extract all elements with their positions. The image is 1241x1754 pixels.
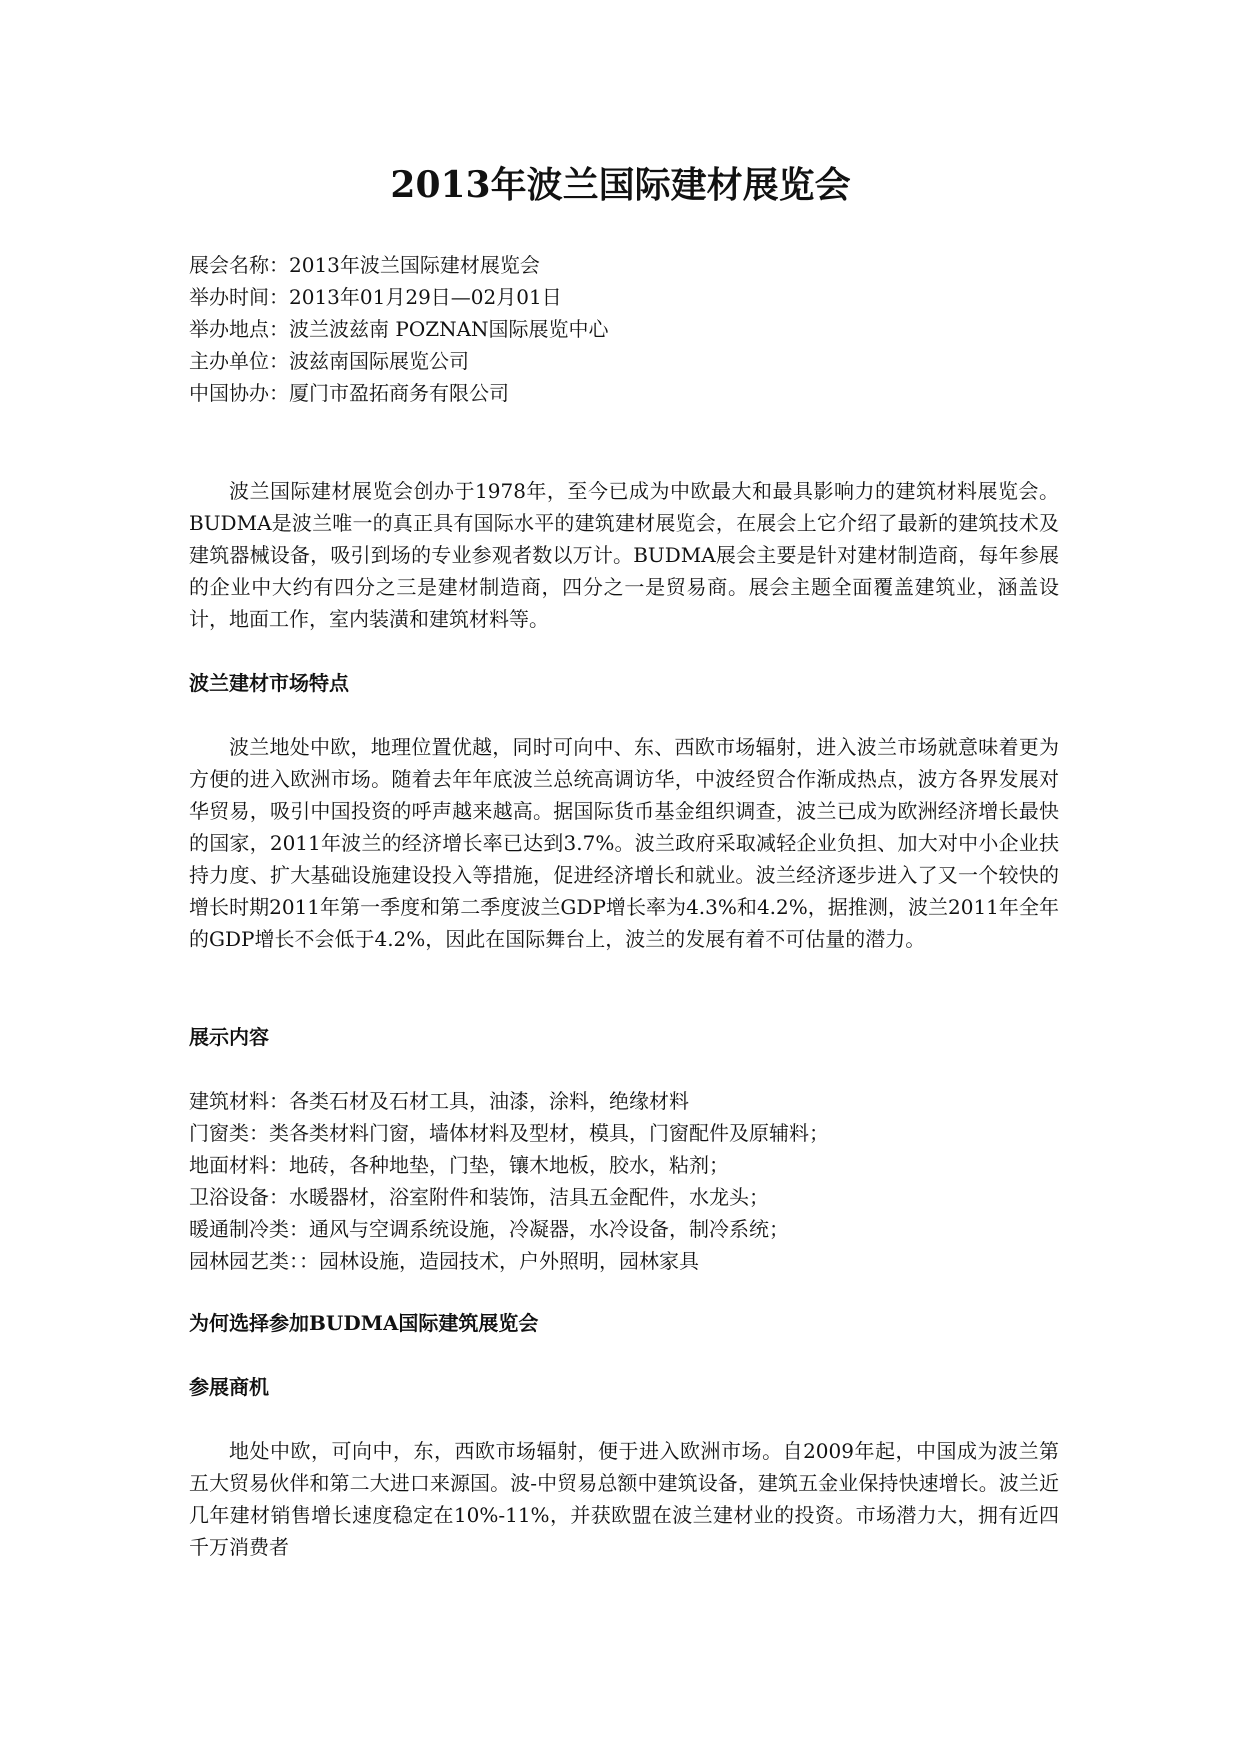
opportunity-section	[189, 1435, 1059, 1563]
info-exhibition-name: 展会名称：2013年波兰国际建材展览会	[189, 253, 540, 277]
opportunity-paragraph: 地处中欧，可向中，东，西欧市场辐射，便于进入欧洲市场。自2009年起，中国成为波兰第五大贸易伙伴和第二大进口来源国。波-中贸易总额中建筑设备，建筑五金业保持快速增长。波兰近几年建材销售增长速度稳定在10%-11%，并获欧盟在波兰建材业的投资。市场潜力大，拥有近四千万消费者	[189, 1439, 1059, 1559]
intro-section	[189, 475, 1059, 635]
exhibits-heading: 展示内容	[189, 1025, 269, 1049]
exhibit-item: 地面材料：地砖，各种地垫，门垫，镶木地板，胶水，粘剂；	[189, 1153, 729, 1177]
exhibit-item: 园林园艺类：：园林设施，造园技术，户外照明，园林家具	[189, 1249, 699, 1273]
info-china-co-organizer: 中国协办：厦门市盈拓商务有限公司	[189, 381, 509, 405]
opportunity-heading: 参展商机	[189, 1375, 269, 1399]
intro-paragraph: 波兰国际建材展览会创办于1978年，至今已成为中欧最大和最具影响力的建筑材料展览会。BUDMA是波兰唯一的真正具有国际水平的建筑建材展览会，在展会上它介绍了最新的建筑技术及建筑器械设备，吸引到场的专业参观者数以万计。BUDMA展会主要是针对建材制造商，每年参展的企业中大约有四分之三是建材制造商，四分之一是贸易商。展会主题全面覆盖建筑业，涵盖设计，地面工作，室内装潢和建筑材料等。	[189, 479, 1059, 631]
why-heading: 为何选择参加BUDMA国际建筑展览会	[189, 1311, 539, 1335]
market-paragraph: 波兰地处中欧，地理位置优越，同时可向中、东、西欧市场辐射，进入波兰市场就意味着更为方便的进入欧洲市场。随着去年年底波兰总统高调访华，中波经贸合作渐成热点，波方各界发展对华贸易，吸引中国投资的呼声越来越高。据国际货币基金组织调查，波兰已成为欧洲经济增长最快的国家，2011年波兰的经济增长率已达到3.7%。波兰政府采取减轻企业负担、加大对中小企业扶持力度、扩大基础设施建设投入等措施，促进经济增长和就业。波兰经济逐步进入了又一个较快的增长时期2011年第一季度和第二季度波兰GDP增长率为4.3%和4.2%，据推测，波兰2011年全年的GDP增长不会低于4.2%，因此在国际舞台上，波兰的发展有着不可估量的潜力。	[189, 735, 1059, 951]
info-date: 举办时间：2013年01月29日—02月01日	[189, 285, 562, 309]
market-heading: 波兰建材市场特点	[189, 671, 349, 695]
info-organizer: 主办单位：波兹南国际展览公司	[189, 349, 469, 373]
exhibit-item: 暖通制冷类：通风与空调系统设施，冷凝器，水冷设备，制冷系统；	[189, 1217, 789, 1241]
market-section	[189, 731, 1059, 955]
document-title: 2013年波兰国际建材展览会	[390, 164, 851, 206]
exhibit-item: 卫浴设备：水暖器材，浴室附件和装饰，洁具五金配件，水龙头；	[189, 1185, 769, 1209]
exhibit-item: 门窗类：类各类材料门窗，墙体材料及型材，模具，门窗配件及原辅料；	[189, 1121, 829, 1145]
exhibition-info	[189, 249, 1059, 409]
exhibits-list	[189, 1085, 1059, 1277]
exhibit-item: 建筑材料：各类石材及石材工具，油漆，涂料，绝缘材料	[189, 1089, 689, 1113]
info-venue: 举办地点：波兰波兹南 POZNAN国际展览中心	[189, 317, 609, 341]
